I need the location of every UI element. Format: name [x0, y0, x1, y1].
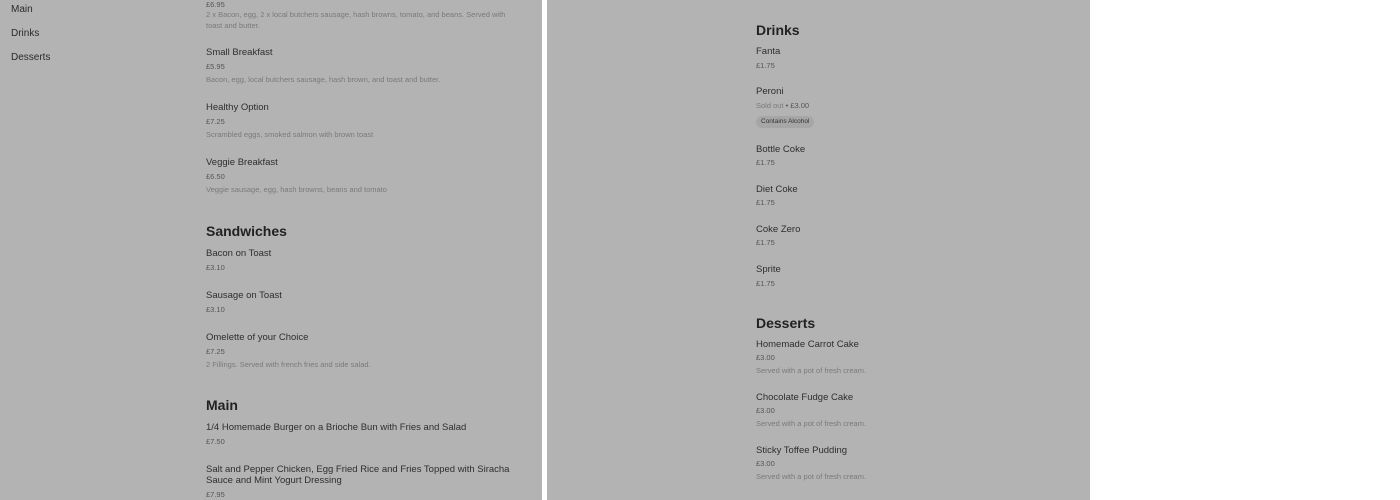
menu-panel-right — [547, 0, 1090, 500]
menu-item-name[interactable]: Healthy Option — [206, 102, 269, 113]
item-description: Veggie sausage, egg, hash browns, beans and tomato — [206, 185, 387, 194]
menu-item-name[interactable]: Chocolate Fudge Cake — [756, 392, 854, 403]
menu-item-name[interactable]: Sticky Toffee Pudding — [756, 445, 848, 456]
item-price: £3.00 — [756, 353, 775, 362]
item-price: £5.95 — [206, 62, 225, 71]
menu-item-name[interactable]: Small Breakfast — [206, 47, 273, 58]
item-price: • £3.00 — [785, 101, 810, 110]
menu-panel-left — [0, 0, 542, 500]
item-price: £3.10 — [206, 263, 225, 272]
item-description: Bacon, egg, local butchers sausage, hash brown, and toast and butter. — [206, 75, 441, 84]
item-price: £6.50 — [206, 172, 225, 181]
item-price: £7.95 — [206, 490, 225, 499]
sidebar-item-main[interactable]: Main — [11, 4, 33, 15]
menu-item-name[interactable]: Salt and Pepper Chicken, Egg Fried Rice and Fries Topped with Siracha — [206, 464, 510, 475]
item-description: Served with a pot of fresh cream. — [756, 472, 867, 481]
section-heading-drinks: Drinks — [756, 22, 800, 38]
item-price: £3.10 — [206, 305, 225, 314]
item-availability — [756, 100, 809, 112]
item-description: 2 x Bacon, egg, 2 x local butchers sausage, hash browns, tomato, and beans. Served with — [206, 10, 506, 19]
item-price: £3.00 — [756, 459, 775, 468]
menu-item-name[interactable]: Diet Coke — [756, 184, 798, 195]
item-price: £7.50 — [206, 437, 225, 446]
item-price: £6.95 — [206, 0, 225, 9]
item-description: 2 Fillings. Served with french fries and side salad. — [206, 360, 371, 369]
item-price: £7.25 — [206, 347, 225, 356]
section-heading-main: Main — [206, 397, 238, 413]
menu-item-name[interactable]: Sprite — [756, 264, 781, 275]
sidebar-item-desserts[interactable]: Desserts — [11, 52, 51, 63]
menu-item-name[interactable]: Veggie Breakfast — [206, 157, 278, 168]
menu-item-name[interactable]: Fanta — [756, 46, 781, 57]
menu-item-name[interactable]: Coke Zero — [756, 224, 801, 235]
sold-out-label: Sold out — [756, 101, 784, 110]
section-heading-desserts: Desserts — [756, 315, 816, 331]
item-price: £1.75 — [756, 279, 775, 288]
menu-item-name[interactable]: Bottle Coke — [756, 144, 806, 155]
item-price: £7.25 — [206, 117, 225, 126]
menu-item-name[interactable]: Sausage on Toast — [206, 290, 282, 301]
item-description: Served with a pot of fresh cream. — [756, 366, 867, 375]
menu-item-name[interactable]: Omelette of your Choice — [206, 332, 309, 343]
item-price: £3.00 — [756, 406, 775, 415]
section-heading-sandwiches: Sandwiches — [206, 223, 287, 239]
item-price: £1.75 — [756, 238, 775, 247]
contains-alcohol-badge: Contains Alcohol — [756, 116, 814, 128]
menu-item-name[interactable]: Peroni — [756, 86, 784, 97]
menu-item-name[interactable]: Homemade Carrot Cake — [756, 339, 859, 350]
menu-item-name[interactable]: Bacon on Toast — [206, 248, 272, 259]
menu-item-name-line2[interactable]: Sauce and Mint Yogurt Dressing — [206, 475, 342, 486]
item-price: £1.75 — [756, 198, 775, 207]
item-description: Scrambled eggs, smoked salmon with brown toast — [206, 130, 374, 139]
item-description: toast and butter. — [206, 21, 260, 30]
menu-item-name[interactable]: 1/4 Homemade Burger on a Brioche Bun with Fries and Salad — [206, 422, 467, 433]
item-price: £1.75 — [756, 158, 775, 167]
sidebar-item-drinks[interactable]: Drinks — [11, 28, 40, 39]
item-description: Served with a pot of fresh cream. — [756, 419, 867, 428]
item-price: £1.75 — [756, 61, 775, 70]
